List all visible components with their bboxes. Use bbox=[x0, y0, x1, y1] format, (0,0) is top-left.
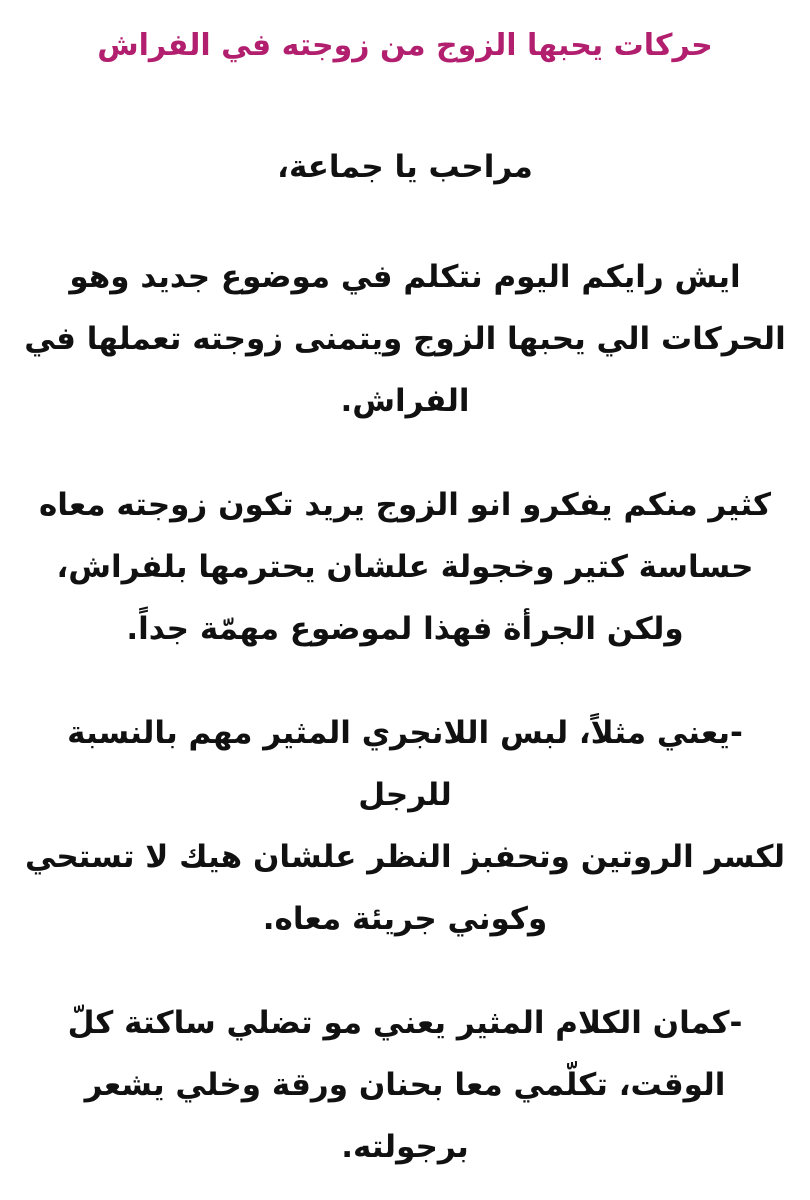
intro-paragraph: ايش رايكم اليوم نتكلم في موضوع جديد وهو الحركات الي يحبها الزوج ويتمنى زوجته تعملها في الفراش. bbox=[24, 259, 786, 419]
boldness-paragraph: كثير منكم يفكرو انو الزوج يريد تكون زوجته معاه حساسة كتير وخجولة علشان يحترمها بلفراش، ولكن الجرأة فهذا لموضوع مهمّة جداً. bbox=[38, 487, 772, 647]
greeting-paragraph: مراحب يا جماعة، bbox=[277, 149, 533, 185]
article-title: حركات يحبها الزوج من زوجته في الفراش bbox=[97, 28, 713, 63]
talk-tip-paragraph: -كمان الكلام المثير يعني مو تضلي ساكتة كلّ الوقت، تكلّمي معا بحنان ورقة وخلي يشعر برجولته. bbox=[67, 1005, 743, 1165]
lingerie-tip-paragraph: -يعني مثلاً، لبس اللانجري المثير مهم بالنسبة للرجل لكسر الروتين وتحفبز النظر علشان هيك لا تستحي وكوني جريئة معاه. bbox=[24, 715, 786, 937]
